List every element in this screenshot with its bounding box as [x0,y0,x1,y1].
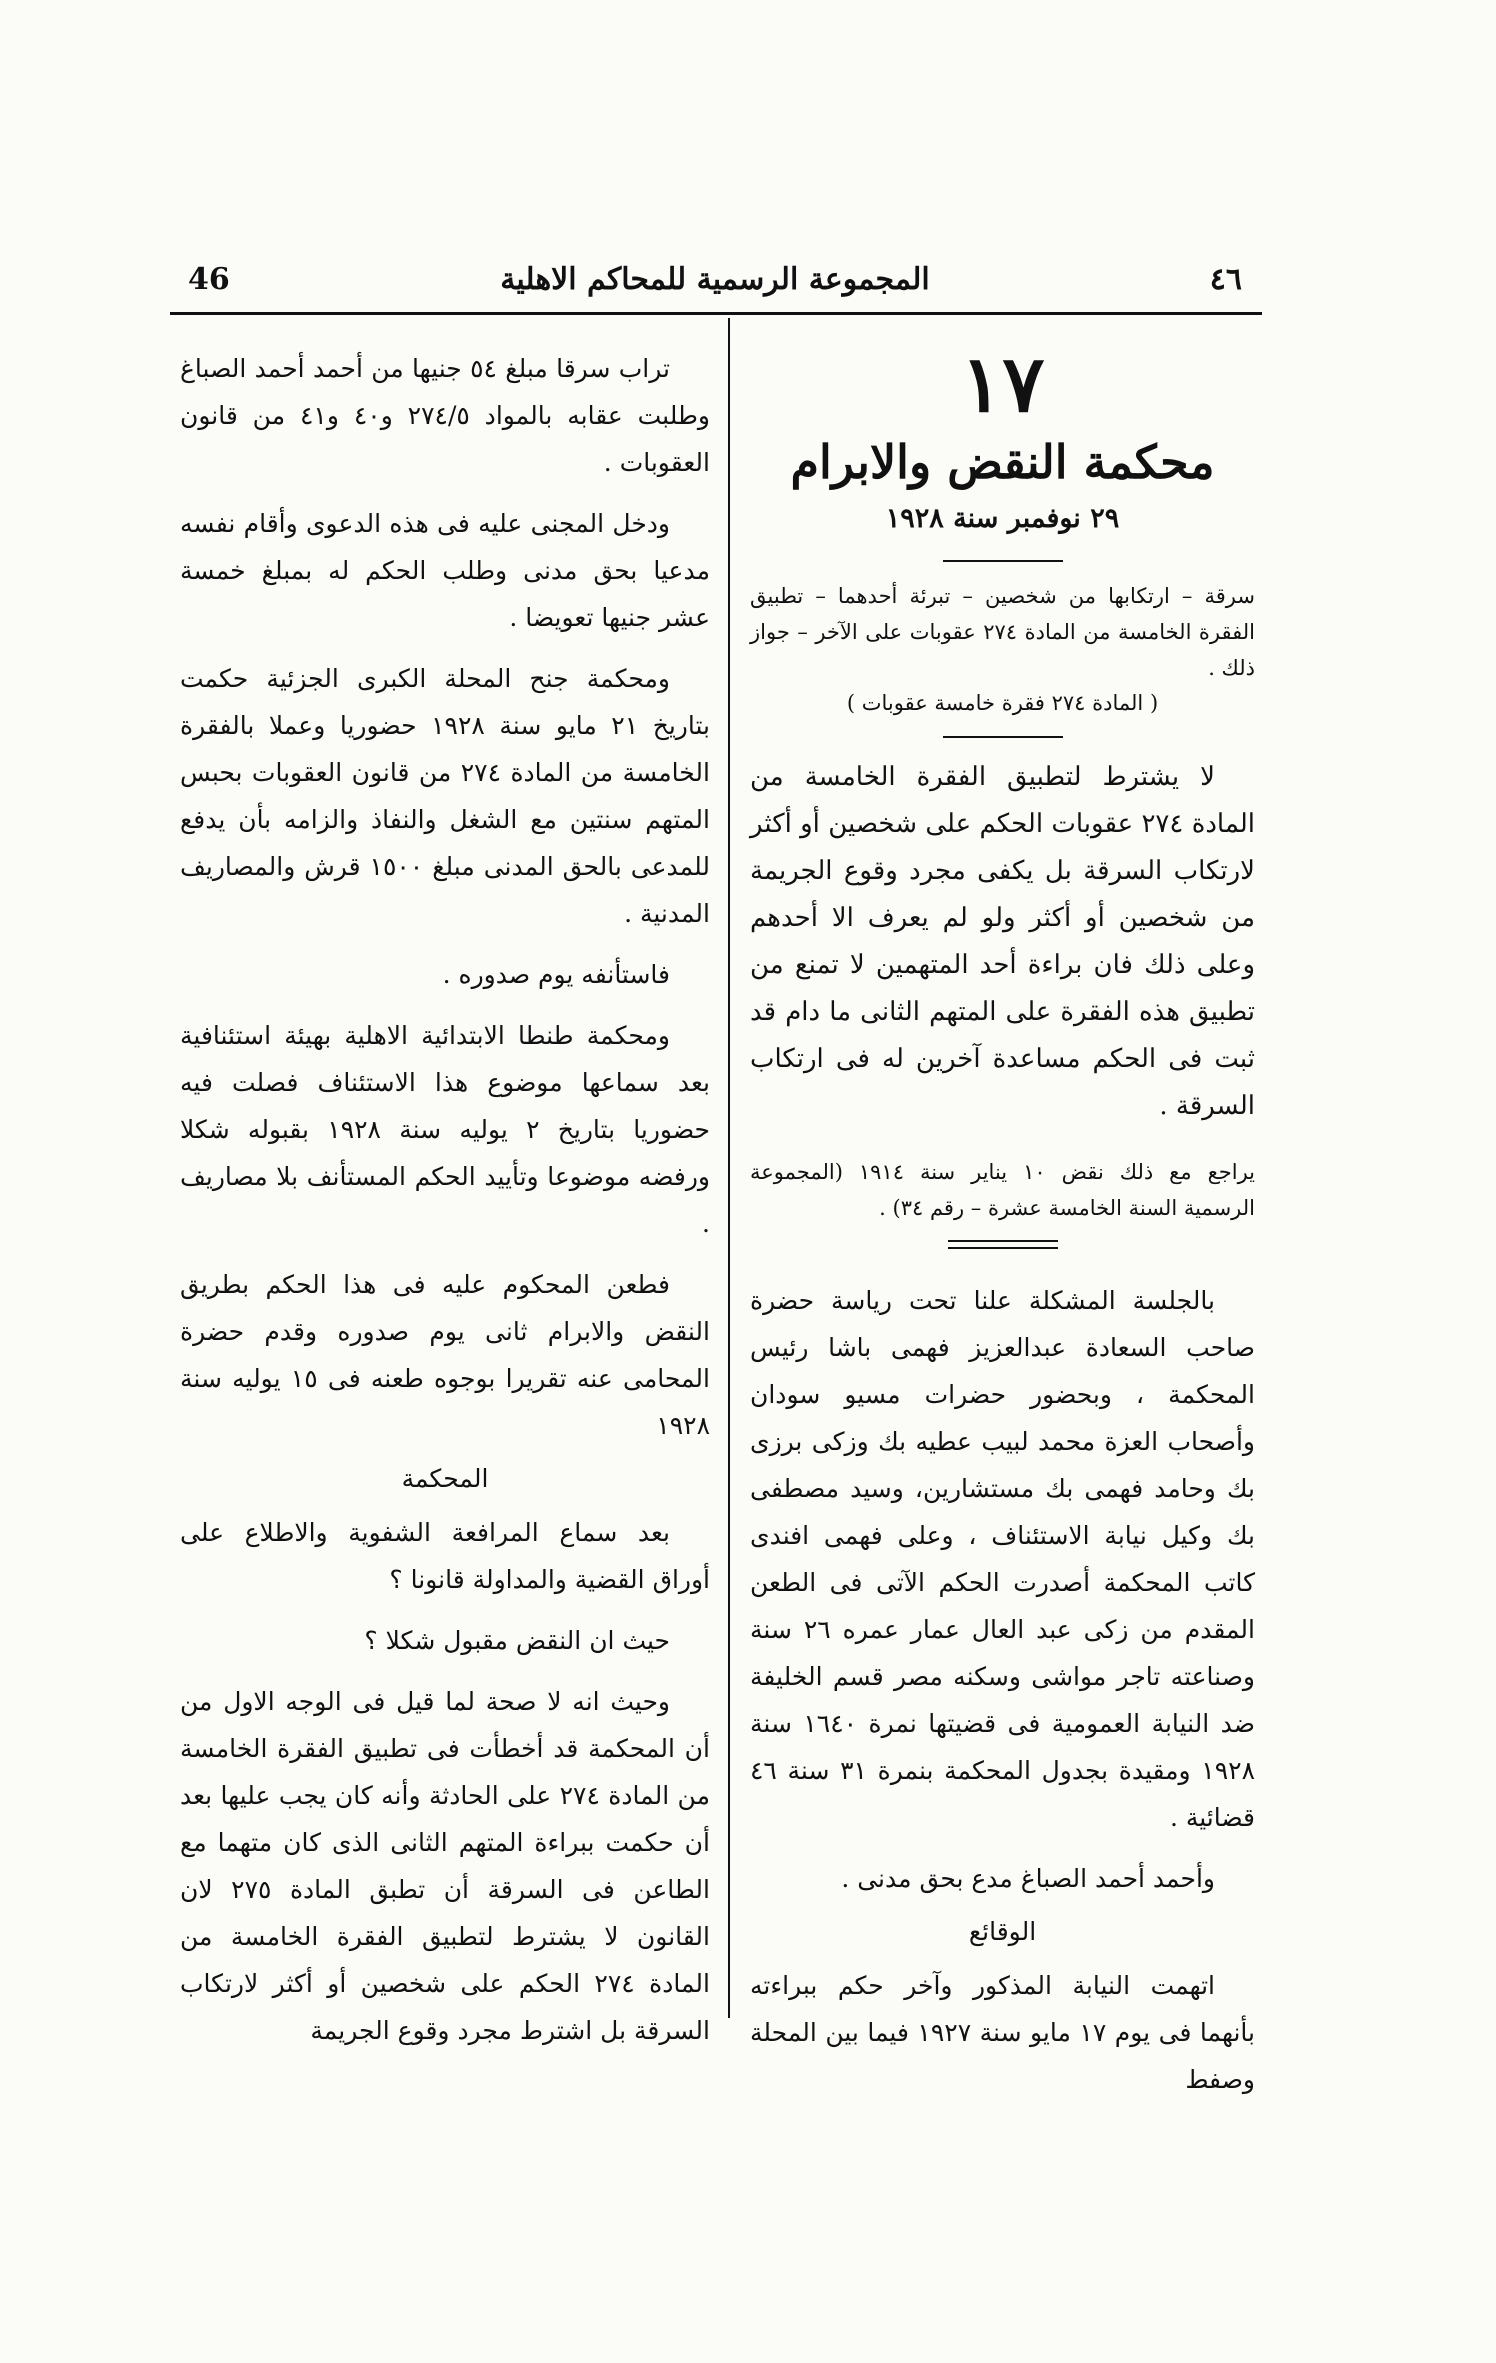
paragraph: حيث ان النقض مقبول شكلا ؟ [364,1626,670,1655]
page-number-latin: 46 [188,262,230,297]
paragraph: وحيث انه لا صحة لما قيل فى الوجه الاول من أن المحكمة قد أخطأت فى تطبيق الفقرة الخامسة من المادة ٢٧٤ على الحادثة وأنه كان يجب عليها بعد أن حكمت ببراءة المتهم الثانى الذى كان متهما مع الطاعن فى السرقة أن تطبق المادة ٢٧٥ لان القانون لا يشترط لتطبيق الفقرة الخامسة من المادة ٢٧٤ الحكم على شخصين أو أكثر لارتكاب السرقة بل اشترط مجرد وقوع الجريمة [180,1687,710,2045]
facts-paragraph: اتهمت النيابة المذكور وآخر حكم ببراءته بأنهما فى يوم ١٧ مايو سنة ١٩٢٧ فيما بين المحلة وصفط [750,1971,1256,2094]
double-rule [948,1240,1058,1249]
paragraph: تراب سرقا مبلغ ٥٤ جنيها من أحمد أحمد الصباغ وطلبت عقابه بالمواد ٢٧٤/٥ و٤٠ و٤١ من قانون العقوبات . [180,354,710,477]
paragraph: فاستأنفه يوم صدوره . [442,960,670,989]
header-rule [170,312,1262,315]
case-number: ١٧ [960,339,1045,430]
page-number-arabic: ٤٦ [1209,262,1242,297]
legal-principle: لا يشترط لتطبيق الفقرة الخامسة من المادة ٢٧٤ عقوبات الحكم على شخصين أو أكثر لارتكاب السرقة بل يكفى مجرد وقوع الجريمة من شخصين أو أكثر ولو لم يعرف الا أحدهم وعلى ذلك فان براءة أحد المتهمين لا تمنع من تطبيق هذه الفقرة على المتهم الثانى ما دام قد ثبت فى الحكم مساعدة آخرين له فى ارتكاب السرقة . [750,762,1255,1121]
headnote-keywords: سرقة – ارتكابها من شخصين – تبرئة أحدهما – تطبيق الفقرة الخامسة من المادة ٢٧٤ عقوبات على الآخر – جواز ذلك . [750,584,1255,680]
paragraph: فطعن المحكوم عليه فى هذا الحكم بطريق النقض والابرام ثانى يوم صدوره وقدم حضرة المحامى عنه تقريرا بوجوه طعنه فى ١٥ يوليه سنة ١٩٢٨ [180,1270,710,1440]
running-title: المجموعة الرسمية للمحاكم الاهلية [500,262,930,297]
judgment-date: ٢٩ نوفمبر سنة ١٩٢٨ [885,503,1120,534]
paragraph: بعد سماع المرافعة الشفوية والاطلاع على أوراق القضية والمداولة قانونا ؟ [180,1518,710,1594]
separator-rule [943,736,1063,738]
reference-note: يراجع مع ذلك نقض ١٠ يناير سنة ١٩١٤ (المجموعة الرسمية السنة الخامسة عشرة – رقم ٣٤) . [750,1160,1255,1220]
right-column [750,330,1255,2103]
separator-rule [943,560,1063,562]
column-divider [728,318,730,2018]
paragraph: ومحكمة طنطا الابتدائية الاهلية بهيئة استئنافية بعد سماعها موضوع هذا الاستئناف فصلت فيه حضوريا بتاريخ ٢ يوليه سنة ١٩٢٨ بقبوله شكلا ورفضه موضوعا وتأييد الحكم المستأنف بلا مصاريف . [180,1021,710,1238]
session-paragraph: بالجلسة المشكلة علنا تحت رياسة حضرة صاحب السعادة عبدالعزيز فهمى باشا رئيس المحكمة ، وبحضور حضرات مسيو سودان وأصحاب العزة محمد لبيب عطيه بك وزكى برزى بك وحامد فهمى بك مستشارين، وسيد مصطفى بك وكيل نيابة الاستئناف ، وعلى فهمى افندى كاتب المحكمة أصدرت الحكم الآتى فى الطعن المقدم من زكى عبد العال عمار عمره ٢٦ سنة وصناعته تاجر مواشى وسكنه مصر قسم الخليفة ضد النيابة العمومية فى قضيتها نمرة ١٦٤٠ سنة ١٩٢٨ ومقيدة بجدول المحكمة بنمرة ٣١ سنة ٤٦ قضائية . [750,1286,1255,1832]
left-column [180,345,710,2054]
court-heading: المحكمة [401,1464,489,1493]
facts-heading: الوقائع [968,1917,1037,1946]
court-title: محكمة النقض والابرام [790,435,1215,489]
civil-claimant-paragraph: وأحمد أحمد الصباغ مدع بحق مدنى . [841,1864,1215,1893]
page-header [170,262,1260,306]
paragraph: ودخل المجنى عليه فى هذه الدعوى وأقام نفسه مدعيا بحق مدنى وطلب الحكم له بمبلغ خمسة عشر جنيها تعويضا . [180,509,710,632]
headnote-article: ( المادة ٢٧٤ فقرة خامسة عقوبات ) [846,691,1159,715]
paragraph: ومحكمة جنح المحلة الكبرى الجزئية حكمت بتاريخ ٢١ مايو سنة ١٩٢٨ حضوريا وعملا بالفقرة الخامسة من المادة ٢٧٤ من قانون العقوبات بحبس المتهم سنتين مع الشغل والنفاذ والزامه بأن يدفع للمدعى بالحق المدنى مبلغ ١٥٠٠ قرش والمصاريف المدنية . [180,664,710,928]
